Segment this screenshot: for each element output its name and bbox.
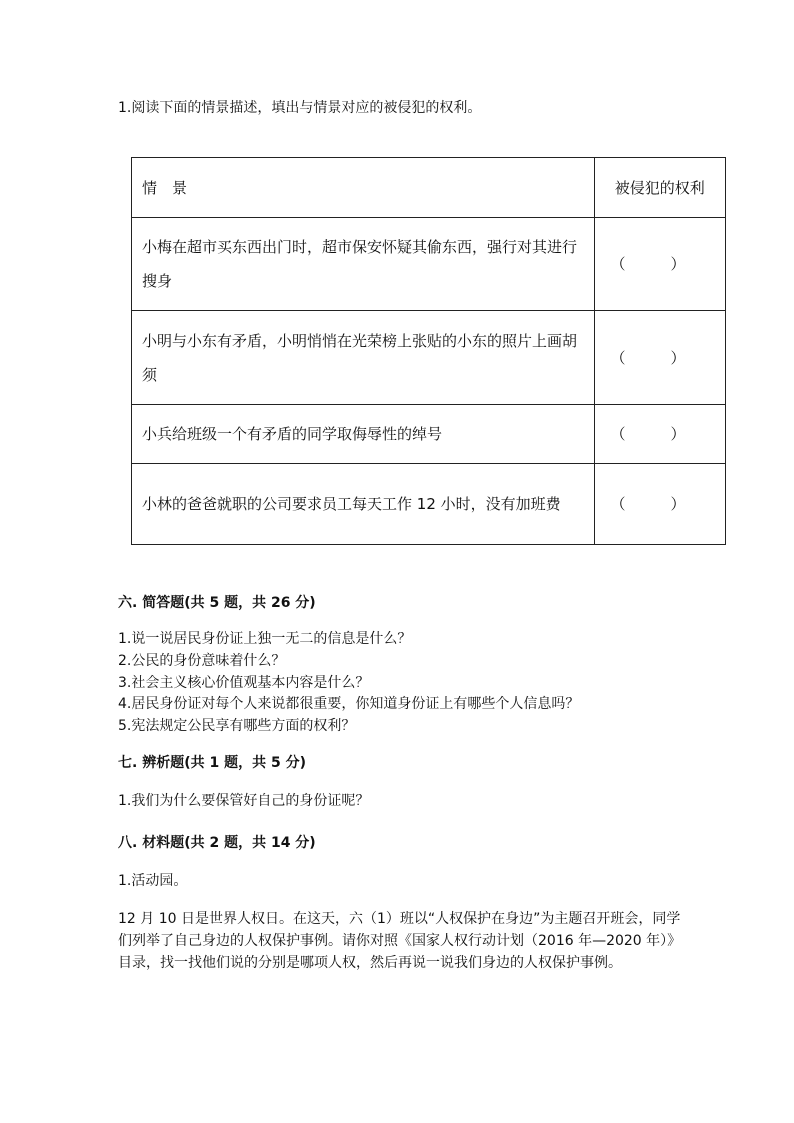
header-right: 被侵犯的权利 — [594, 158, 725, 218]
scene-cell: 小明与小东有矛盾，小明悄悄在光荣榜上张贴的小东的照片上画胡须 — [132, 311, 595, 405]
section-6-title: 六. 简答题(共 5 题，共 26 分) — [118, 595, 316, 611]
material-item: 1.活动园。 — [118, 873, 188, 889]
short-answer-item: 2.公民的身份意味着什么？ — [118, 653, 286, 669]
table-row — [132, 311, 726, 405]
header-scene: 情 景 — [132, 158, 595, 218]
answer-blank[interactable] — [594, 464, 725, 545]
answer-paren: （ ） — [610, 425, 686, 443]
short-answer-item: 4.居民身份证对每个人来说都很重要，你知道身份证上有哪些个人信息吗？ — [118, 696, 580, 712]
answer-blank[interactable] — [594, 405, 725, 464]
question-intro: 1.阅读下面的情景描述，填出与情景对应的被侵犯的权利。 — [118, 100, 482, 116]
table-row — [132, 405, 726, 464]
table-header-row — [132, 158, 726, 218]
rights-table — [131, 157, 726, 545]
scene-cell: 小林的爸爸就职的公司要求员工每天工作 12 小时，没有加班费 — [132, 464, 595, 545]
answer-blank[interactable] — [594, 311, 725, 405]
table-row — [132, 218, 726, 311]
section-8-title: 八. 材料题(共 2 题，共 14 分) — [118, 835, 316, 851]
section-7-title: 七. 辨析题(共 1 题，共 5 分) — [118, 755, 306, 771]
material-paragraph: 12 月 10 日是世界人权日。在这天，六（1）班以“人权保护在身边”为主题召开班会，同学们列举了自己身边的人权保护事例。请你对照《国家人权行动计划（2016 年—2020 年）》目录，找一找他们说的分别是哪项人权，然后再说一说我们身边的人权保护事例。 — [118, 911, 682, 971]
short-answer-item: 3.社会主义核心价值观基本内容是什么？ — [118, 675, 370, 691]
analysis-item: 1.我们为什么要保管好自己的身份证呢？ — [118, 793, 370, 809]
answer-paren: （ ） — [610, 348, 686, 367]
short-answer-item: 1.说一说居民身份证上独一无二的信息是什么？ — [118, 631, 412, 647]
answer-blank[interactable] — [594, 218, 725, 311]
answer-paren: （ ） — [610, 255, 686, 273]
scene-cell: 小梅在超市买东西出门时，超市保安怀疑其偷东西，强行对其进行搜身 — [132, 218, 595, 311]
answer-paren: （ ） — [610, 495, 686, 513]
short-answer-item: 5.宪法规定公民享有哪些方面的权利？ — [118, 718, 356, 734]
table-row — [132, 464, 726, 545]
scene-cell: 小兵给班级一个有矛盾的同学取侮辱性的绰号 — [132, 405, 595, 464]
